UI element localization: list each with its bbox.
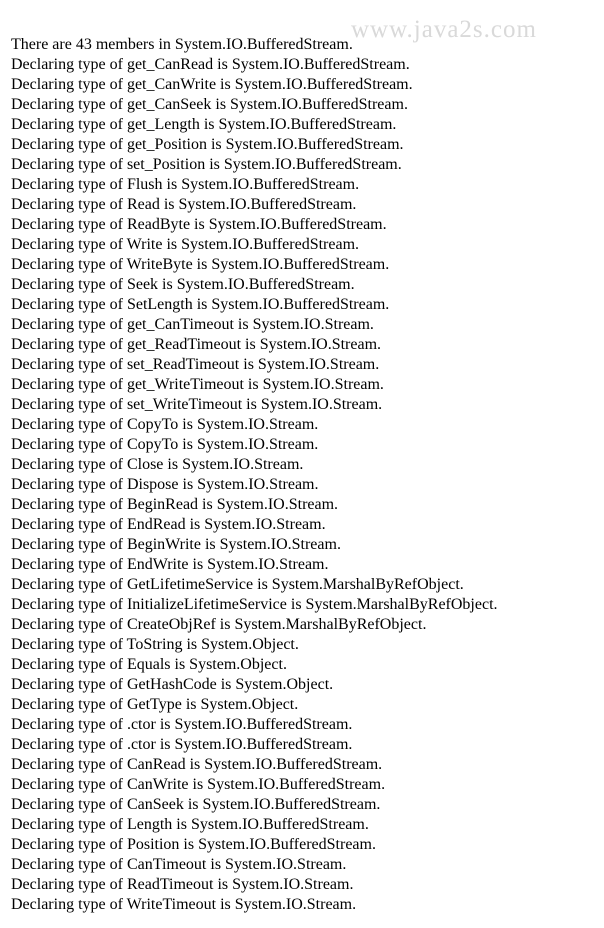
output-line: Declaring type of set_ReadTimeout is System.IO.Stream. — [11, 356, 380, 373]
output-line: Declaring type of Position is System.IO.BufferedStream. — [11, 836, 376, 853]
output-line: Declaring type of CanSeek is System.IO.BufferedStream. — [11, 796, 381, 813]
output-line: Declaring type of get_Length is System.IO.BufferedStream. — [11, 116, 397, 133]
output-line: Declaring type of Length is System.IO.BufferedStream. — [11, 816, 369, 833]
output-line: Declaring type of ReadTimeout is System.IO.Stream. — [11, 876, 354, 893]
output-line: Declaring type of get_CanTimeout is System.IO.Stream. — [11, 316, 374, 333]
output-line: Declaring type of .ctor is System.IO.BufferedStream. — [11, 736, 353, 753]
output-line: Declaring type of ReadByte is System.IO.BufferedStream. — [11, 216, 387, 233]
output-line: Declaring type of CanTimeout is System.IO.Stream. — [11, 856, 347, 873]
output-line: Declaring type of get_ReadTimeout is System.IO.Stream. — [11, 336, 382, 353]
output-line: Declaring type of set_Position is System.IO.BufferedStream. — [11, 156, 402, 173]
output-line: Declaring type of CanRead is System.IO.BufferedStream. — [11, 756, 383, 773]
output-line: Declaring type of Dispose is System.IO.Stream. — [11, 476, 319, 493]
output-line: Declaring type of CanWrite is System.IO.BufferedStream. — [11, 776, 386, 793]
output-line: Declaring type of get_CanRead is System.IO.BufferedStream. — [11, 56, 410, 73]
output-line: Declaring type of get_WriteTimeout is System.IO.Stream. — [11, 376, 384, 393]
output-line: Declaring type of Seek is System.IO.BufferedStream. — [11, 276, 355, 293]
watermark-text: www.java2s.com — [351, 16, 537, 43]
output-line: There are 43 members in System.IO.BufferedStream. — [11, 36, 353, 53]
output-line: Declaring type of CreateObjRef is System.MarshalByRefObject. — [11, 616, 427, 633]
output-line: Declaring type of get_CanSeek is System.IO.BufferedStream. — [11, 96, 408, 113]
output-line: Declaring type of BeginRead is System.IO.Stream. — [11, 496, 339, 513]
output-line: Declaring type of InitializeLifetimeService is System.MarshalByRefObject. — [11, 596, 498, 613]
output-line: Declaring type of WriteByte is System.IO.BufferedStream. — [11, 256, 390, 273]
output-line: Declaring type of Read is System.IO.BufferedStream. — [11, 196, 357, 213]
output-line: Declaring type of SetLength is System.IO.BufferedStream. — [11, 296, 390, 313]
output-line: Declaring type of Flush is System.IO.BufferedStream. — [11, 176, 360, 193]
output-line: Declaring type of Close is System.IO.Stream. — [11, 456, 304, 473]
output-line: Declaring type of GetHashCode is System.Object. — [11, 676, 334, 693]
console-output — [11, 35, 596, 915]
output-line: Declaring type of EndRead is System.IO.Stream. — [11, 516, 326, 533]
output-line: Declaring type of BeginWrite is System.IO.Stream. — [11, 536, 341, 553]
output-line: Declaring type of set_WriteTimeout is System.IO.Stream. — [11, 396, 383, 413]
output-line: Declaring type of .ctor is System.IO.BufferedStream. — [11, 716, 353, 733]
output-line: Declaring type of CopyTo is System.IO.Stream. — [11, 436, 319, 453]
output-line: Declaring type of CopyTo is System.IO.Stream. — [11, 416, 319, 433]
output-line: Declaring type of get_CanWrite is System.IO.BufferedStream. — [11, 76, 413, 93]
output-line: Declaring type of get_Position is System.IO.BufferedStream. — [11, 136, 404, 153]
output-line: Declaring type of GetLifetimeService is System.MarshalByRefObject. — [11, 576, 464, 593]
output-line: Declaring type of Write is System.IO.BufferedStream. — [11, 236, 360, 253]
output-line: Declaring type of EndWrite is System.IO.Stream. — [11, 556, 329, 573]
output-line: Declaring type of ToString is System.Object. — [11, 636, 299, 653]
output-line: Declaring type of GetType is System.Object. — [11, 696, 299, 713]
output-line: Declaring type of WriteTimeout is System.IO.Stream. — [11, 896, 357, 913]
output-line: Declaring type of Equals is System.Object. — [11, 656, 287, 673]
